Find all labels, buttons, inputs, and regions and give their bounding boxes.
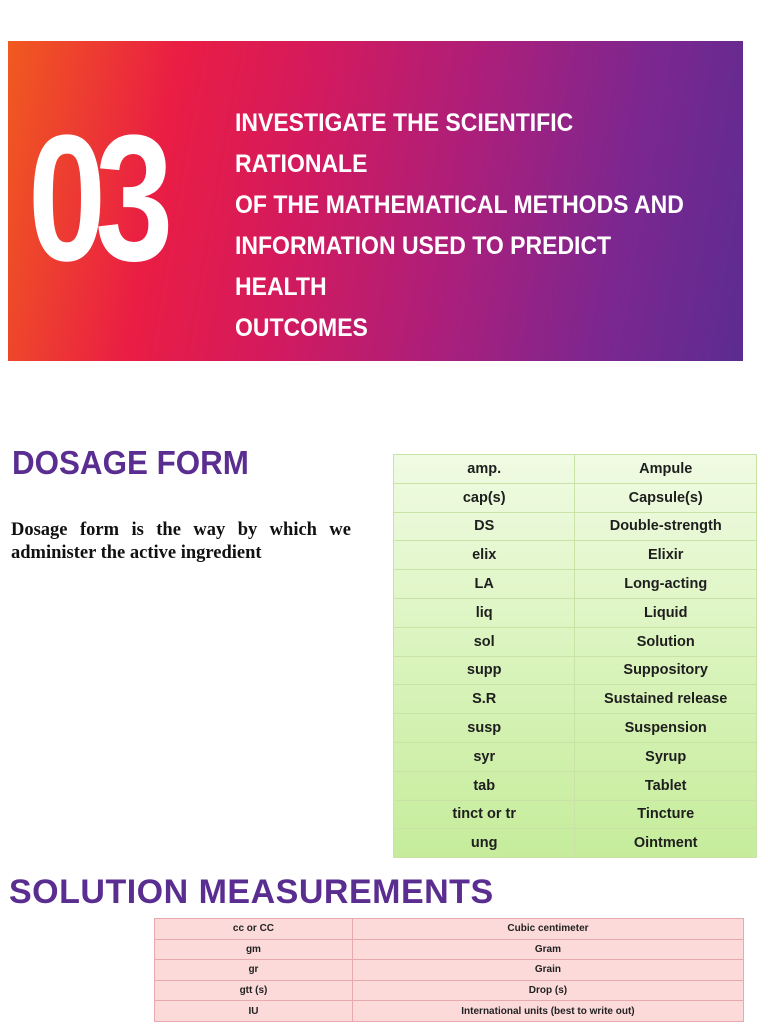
- abbreviation-cell: ung: [394, 829, 575, 858]
- dosage-form-table: [393, 454, 757, 858]
- meaning-cell: Solution: [575, 627, 757, 656]
- abbreviation-cell: liq: [394, 598, 575, 627]
- solution-measurements-table: [154, 918, 744, 1022]
- table-row: [394, 541, 757, 570]
- meaning-cell: Liquid: [575, 598, 757, 627]
- abbreviation-cell: syr: [394, 742, 575, 771]
- table-row: [155, 980, 744, 1001]
- table-row: [155, 919, 744, 940]
- meaning-cell: International units (best to write out): [352, 1001, 743, 1022]
- table-row: [394, 627, 757, 656]
- table-row: [394, 483, 757, 512]
- measure-table-body: [155, 919, 744, 1022]
- abbreviation-cell: S.R: [394, 685, 575, 714]
- table-row: [394, 829, 757, 858]
- abbreviation-cell: cc or CC: [155, 919, 353, 940]
- table-row: [394, 512, 757, 541]
- abbreviation-cell: cap(s): [394, 483, 575, 512]
- abbreviation-cell: IU: [155, 1001, 353, 1022]
- table-row: [394, 714, 757, 743]
- solution-measurements-heading: SOLUTION MEASUREMENTS: [9, 873, 494, 911]
- abbreviation-cell: DS: [394, 512, 575, 541]
- meaning-cell: Drop (s): [352, 980, 743, 1001]
- table-row: [394, 598, 757, 627]
- table-row: [394, 656, 757, 685]
- meaning-cell: Capsule(s): [575, 483, 757, 512]
- meaning-cell: Grain: [352, 960, 743, 981]
- abbreviation-cell: sol: [394, 627, 575, 656]
- meaning-cell: Sustained release: [575, 685, 757, 714]
- meaning-cell: Double-strength: [575, 512, 757, 541]
- meaning-cell: Suppository: [575, 656, 757, 685]
- abbreviation-cell: supp: [394, 656, 575, 685]
- table-row: [394, 742, 757, 771]
- abbreviation-cell: tab: [394, 771, 575, 800]
- abbreviation-cell: susp: [394, 714, 575, 743]
- table-row: [394, 685, 757, 714]
- meaning-cell: Tablet: [575, 771, 757, 800]
- meaning-cell: Elixir: [575, 541, 757, 570]
- table-row: [394, 771, 757, 800]
- dosage-table-body: [394, 455, 757, 858]
- abbreviation-cell: tinct or tr: [394, 800, 575, 829]
- meaning-cell: Ampule: [575, 455, 757, 484]
- section-number: 03: [28, 98, 163, 299]
- meaning-cell: Long-acting: [575, 570, 757, 599]
- abbreviation-cell: amp.: [394, 455, 575, 484]
- meaning-cell: Syrup: [575, 742, 757, 771]
- meaning-cell: Tincture: [575, 800, 757, 829]
- table-row: [155, 939, 744, 960]
- abbreviation-cell: gtt (s): [155, 980, 353, 1001]
- abbreviation-cell: elix: [394, 541, 575, 570]
- table-row: [394, 570, 757, 599]
- abbreviation-cell: LA: [394, 570, 575, 599]
- table-row: [394, 800, 757, 829]
- abbreviation-cell: gm: [155, 939, 353, 960]
- meaning-cell: Suspension: [575, 714, 757, 743]
- dosage-form-description: Dosage form is the way by which we administer the active ingredient: [11, 520, 351, 563]
- abbreviation-cell: gr: [155, 960, 353, 981]
- table-row: [155, 960, 744, 981]
- meaning-cell: Ointment: [575, 829, 757, 858]
- table-row: [394, 455, 757, 484]
- banner-title: INVESTIGATE THE SCIENTIFIC RATIONALE OF THE MATHEMATICAL METHODS AND INFORMATION USED TO PREDICT HEALTH OUTCOMES: [235, 109, 684, 342]
- meaning-cell: Cubic centimeter: [352, 919, 743, 940]
- dosage-form-heading: DOSAGE FORM: [12, 444, 249, 481]
- title-banner: [8, 41, 743, 361]
- table-row: [155, 1001, 744, 1022]
- meaning-cell: Gram: [352, 939, 743, 960]
